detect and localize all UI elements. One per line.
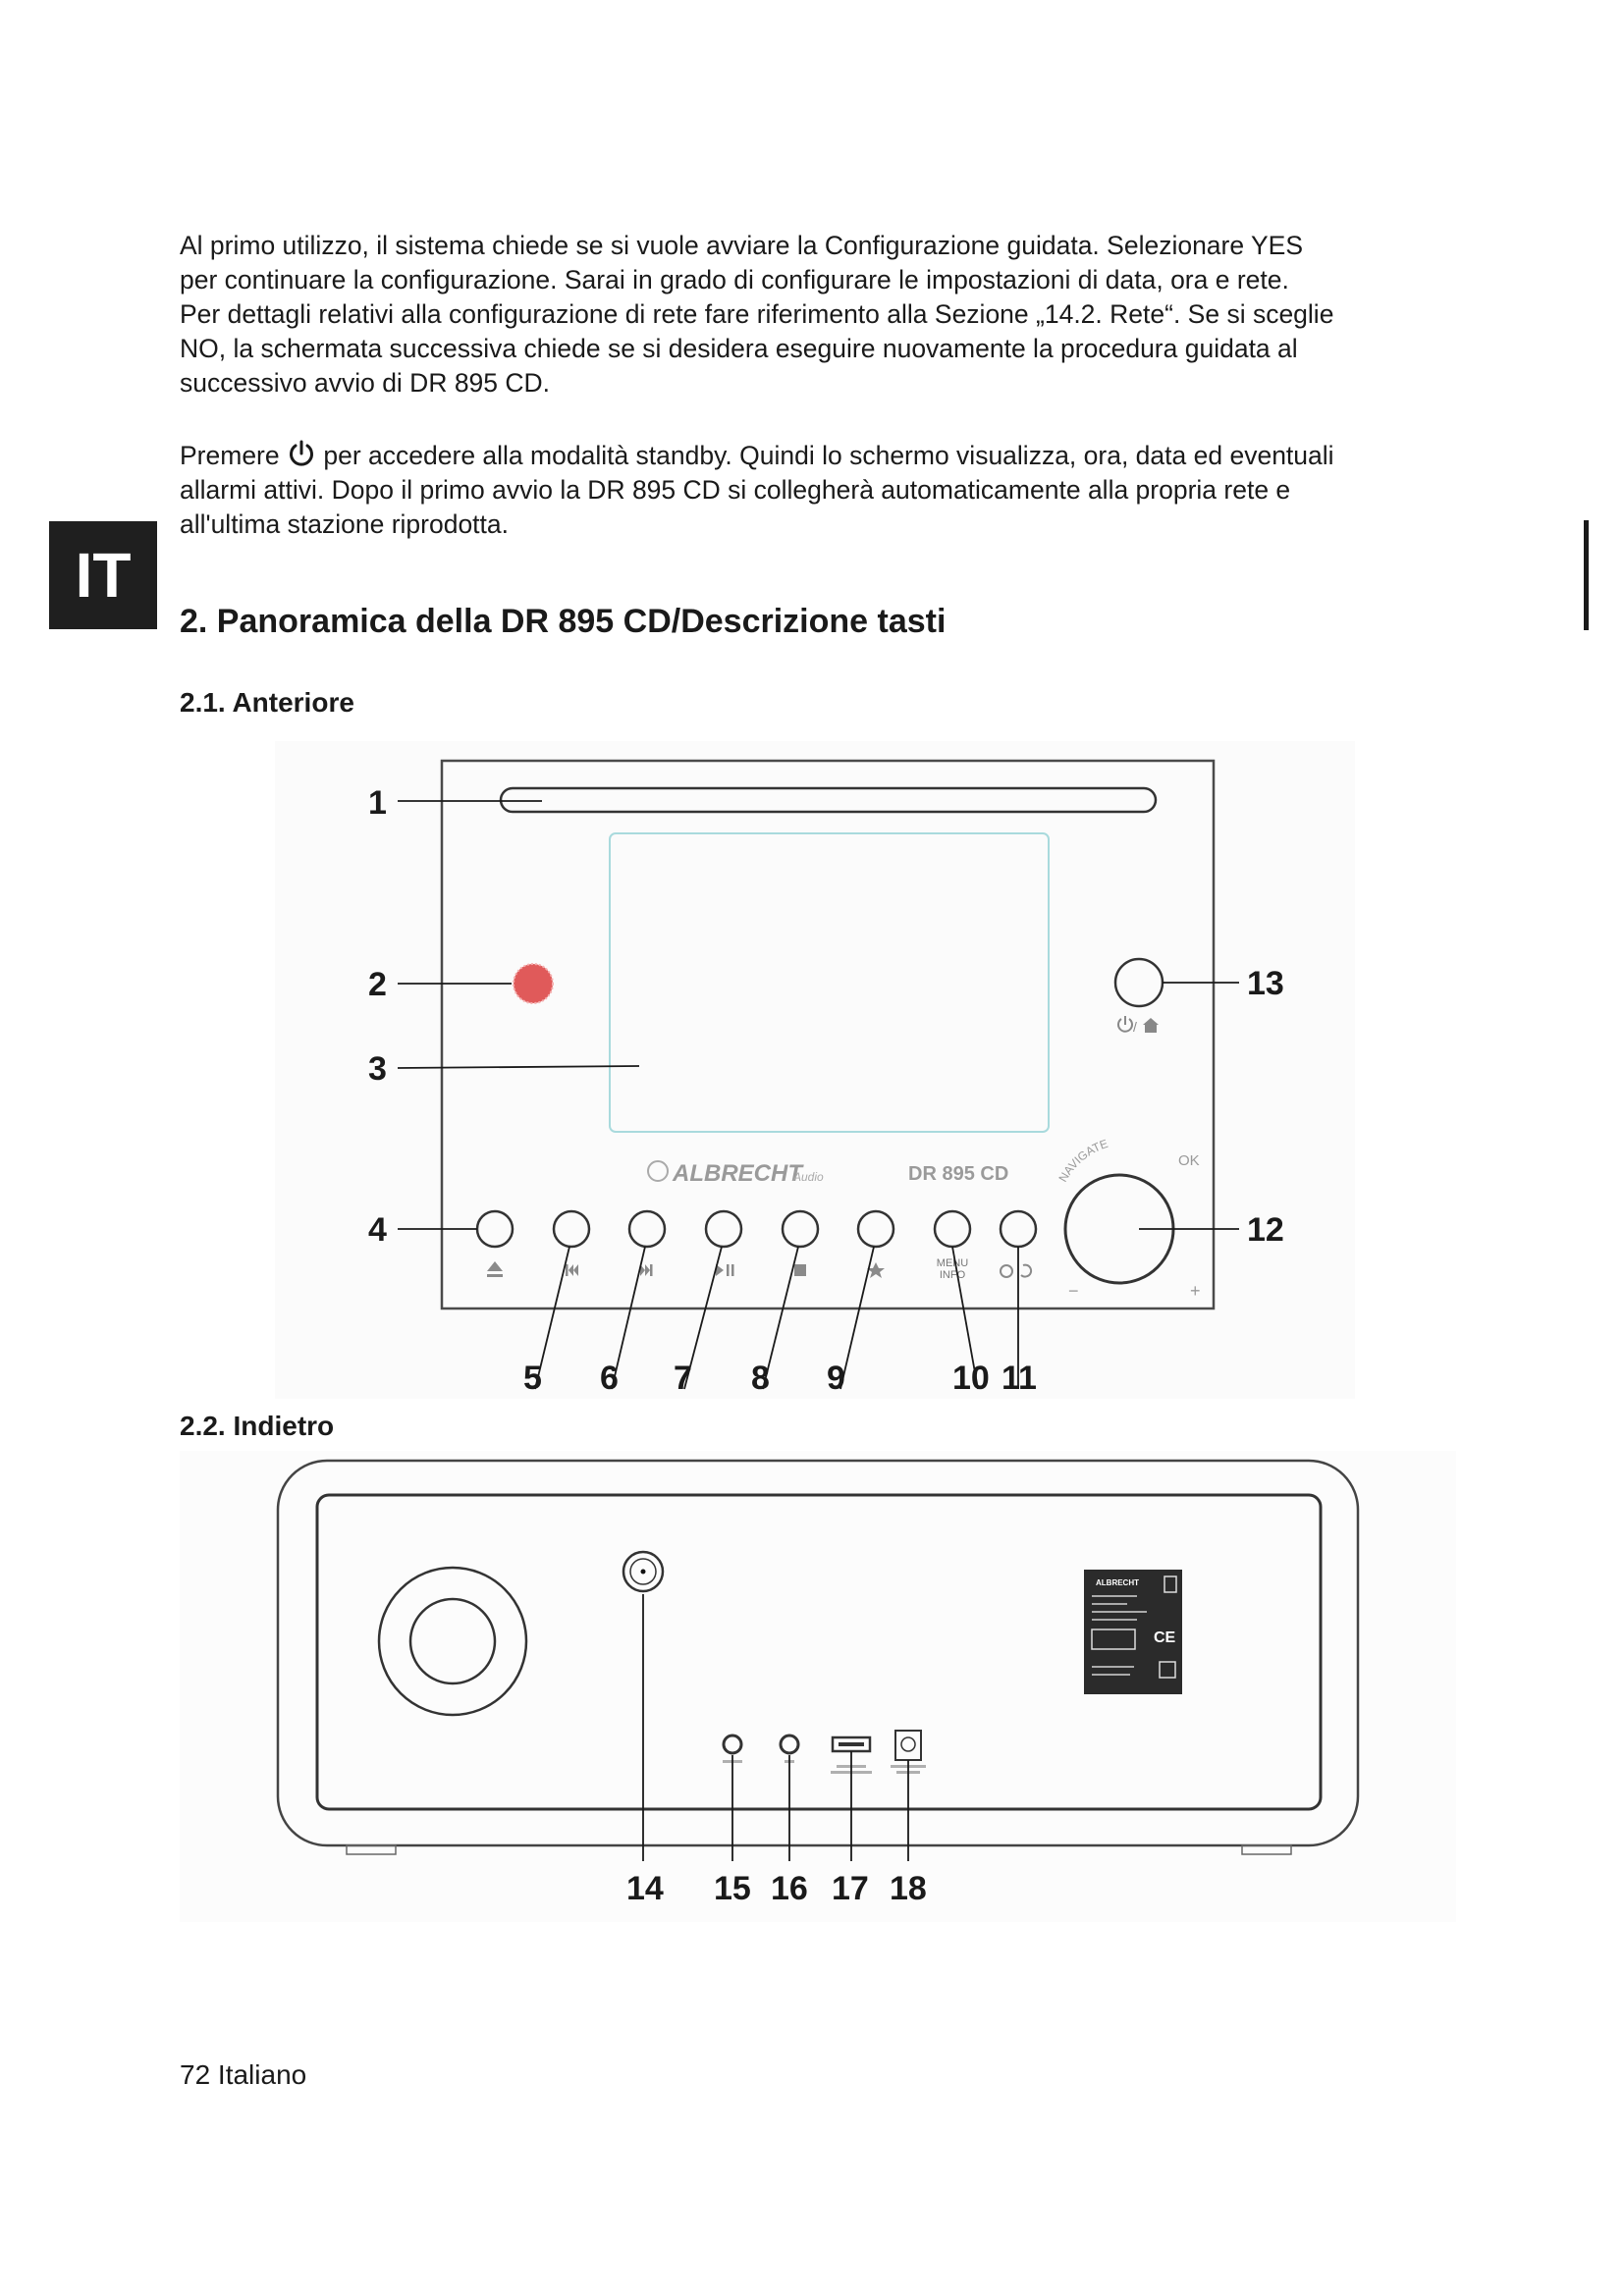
callout: 15 xyxy=(714,1870,751,1907)
standby-line1: per accedere alla modalità standby. Quindi lo schermo visualizza, ora, data ed eventuali xyxy=(323,441,1334,470)
intro-line: NO, la schermata successiva chiede se si desidera eseguire nuovamente la procedura guidata al xyxy=(180,334,1298,363)
intro-paragraph xyxy=(180,229,1486,400)
brand-logo xyxy=(648,1160,824,1187)
page-edge-marker xyxy=(1584,520,1589,630)
brand-sub: Audio xyxy=(793,1170,824,1184)
svg-text:CE: CE xyxy=(1154,1629,1176,1646)
back-diagram xyxy=(180,1451,1456,1922)
intro-line: successivo avvio di DR 895 CD. xyxy=(180,368,551,398)
standby-line2: allarmi attivi. Dopo il primo avvio la DR 895 CD si collegherà automaticamente alla propria rete e xyxy=(180,475,1291,505)
callout: 5 xyxy=(523,1360,542,1397)
callout: 12 xyxy=(1247,1211,1284,1249)
svg-text:/: / xyxy=(1133,1019,1137,1035)
standby-paragraph xyxy=(180,439,1486,542)
callout: 9 xyxy=(827,1360,845,1397)
svg-text:ALBRECHT: ALBRECHT xyxy=(1096,1578,1139,1587)
stop-icon xyxy=(794,1264,806,1276)
callout: 8 xyxy=(751,1360,770,1397)
menu-label: MENU xyxy=(936,1257,969,1269)
knob-ok-label: OK xyxy=(1178,1152,1200,1169)
callout: 11 xyxy=(1001,1360,1037,1397)
page-footer: 72 Italiano xyxy=(180,2059,307,2090)
standby-line xyxy=(180,439,1486,473)
knob-minus: − xyxy=(1068,1281,1079,1301)
callout: 10 xyxy=(952,1360,990,1397)
info-label: INFO xyxy=(939,1269,966,1281)
callout: 13 xyxy=(1247,965,1284,1002)
callout: 7 xyxy=(674,1360,692,1397)
intro-line: Al primo utilizzo, il sistema chiede se si vuole avviare la Configurazione guidata. Selezionare YES xyxy=(180,231,1304,260)
callout: 16 xyxy=(771,1870,808,1907)
callout: 1 xyxy=(368,784,387,822)
callout: 18 xyxy=(890,1870,927,1907)
intro-line: per continuare la configurazione. Sarai in grado di configurare le impostazioni di data, ora e rete. xyxy=(180,265,1289,294)
model-label: DR 895 CD xyxy=(908,1163,1009,1185)
callout: 14 xyxy=(626,1870,664,1907)
front-title: 2.1. Anteriore xyxy=(180,687,354,718)
intro-line: Per dettagli relativi alla configurazione di rete fare riferimento alla Sezione „14.2. Rete“. Se si sceglie xyxy=(180,299,1334,329)
knob-plus: + xyxy=(1190,1281,1201,1301)
language-tab: IT xyxy=(49,521,157,629)
power-icon xyxy=(287,439,316,468)
back-title: 2.2. Indietro xyxy=(180,1411,335,1441)
callout: 3 xyxy=(368,1050,387,1088)
callout: 2 xyxy=(368,966,387,1003)
callout: 4 xyxy=(368,1211,387,1249)
callout: 17 xyxy=(832,1870,869,1907)
section-title: 2. Panoramica della DR 895 CD/Descrizione tasti xyxy=(180,603,947,640)
brand-name: ALBRECHT xyxy=(673,1160,802,1187)
standby-line3: all'ultima stazione riprodotta. xyxy=(180,509,510,539)
standby-prefix: Premere xyxy=(180,441,280,470)
knob-navigate-label: NAVIGATE xyxy=(1056,1136,1110,1185)
callout: 6 xyxy=(600,1360,619,1397)
rating-plate xyxy=(1084,1570,1182,1694)
front-diagram xyxy=(275,741,1355,1399)
